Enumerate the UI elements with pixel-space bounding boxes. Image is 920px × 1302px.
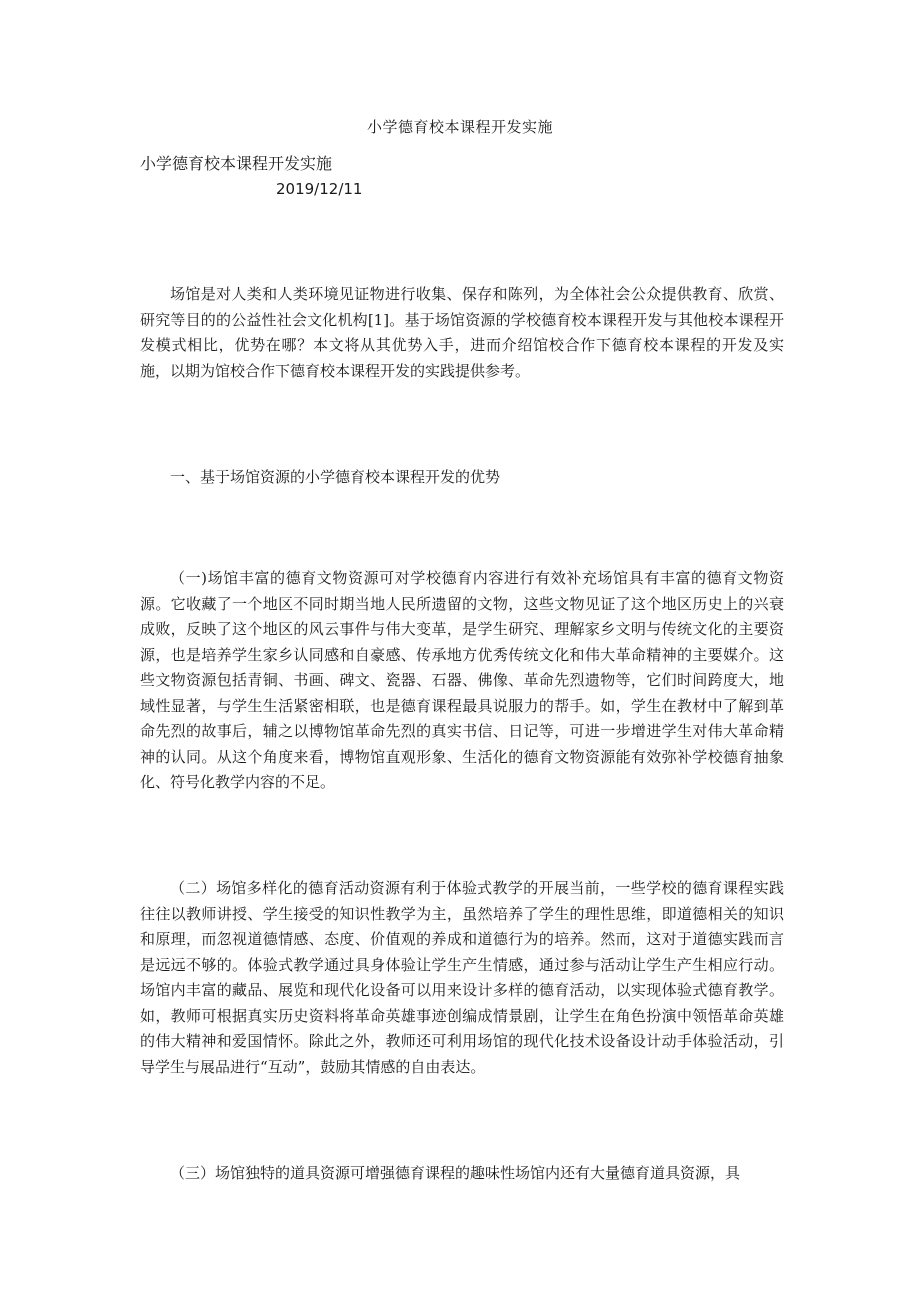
document-subtitle: 小学德育校本课程开发实施 — [140, 154, 333, 173]
paragraph-3: （三）场馆独特的道具资源可增强德育课程的趣味性场馆内还有大量德育道具资源，具 — [170, 1164, 741, 1182]
paragraph-2: （二）场馆多样化的德育活动资源有利于体验式教学的开展当前，一些学校的德育课程实践往往以教师讲授、学生接受的知识性教学为主，虽然培养了学生的理性思维，即道德相关的知识和原理，而忽视道德情感、态度、价值观的养成和道德行为的培养。然而，这对于道德实践而言是远远不够的。体验式教学通过具身体验让学生产生情感，通过参与活动让学生产生相应行动。场馆内丰富的藏品、展览和现代化设备可以用来设计多样的德育活动，以实现体验式德育教学。如，教师可根据真实历史资料将革命英雄事迹创编成情景剧，让学生在角色扮演中领悟革命英雄的伟大精神和爱国情怀。除此之外，教师还可利用场馆的现代化技术设备设计动手体验活动，引导学生与展品进行“互动”，鼓励其情感的自由表达。 — [140, 879, 784, 1076]
paragraph-1: （一)场馆丰富的德育文物资源可对学校德育内容进行有效补充场馆具有丰富的德育文物资源。它收藏了一个地区不同时期当地人民所遗留的文物，这些文物见证了这个地区历史上的兴衰成败，反映了这个地区的风云事件与伟大变革，是学生研究、理解家乡文明与传统文化的主要资源，也是培养学生家乡认同感和自豪感、传承地方优秀传统文化和伟大革命精神的主要媒介。这些文物资源包括青铜、书画、碑文、瓷器、石器、佛像、革命先烈遗物等，它们时间跨度大，地域性显著，与学生生活紧密相联，也是德育课程最具说服力的帮手。如，学生在教材中了解到革命先烈的故事后，辅之以博物馆革命先烈的真实书信、日记等，可进一步增进学生对伟大革命精神的认同。从这个角度来看，博物馆直观形象、生活化的德育文物资源能有效弥补学校德育抽象化、符号化教学内容的不足。 — [140, 569, 784, 791]
document-date: 2019/12/11 — [276, 180, 363, 198]
intro-paragraph: 场馆是对人类和人类环境见证物进行收集、保存和陈列，为全体社会公众提供教育、欣赏、研究等目的的公益性社会文化机构[1]。基于场馆资源的学校德育校本课程开发与其他校本课程开发模式相比，优势在哪？本文将从其优势入手，进而介绍馆校合作下德育校本课程的开发及实施，以期为馆校合作下德育校本课程开发的实践提供参考。 — [140, 285, 784, 380]
document-title: 小学德育校本课程开发实施 — [366, 118, 553, 136]
section-heading: 一、基于场馆资源的小学德育校本课程开发的优势 — [170, 468, 501, 486]
